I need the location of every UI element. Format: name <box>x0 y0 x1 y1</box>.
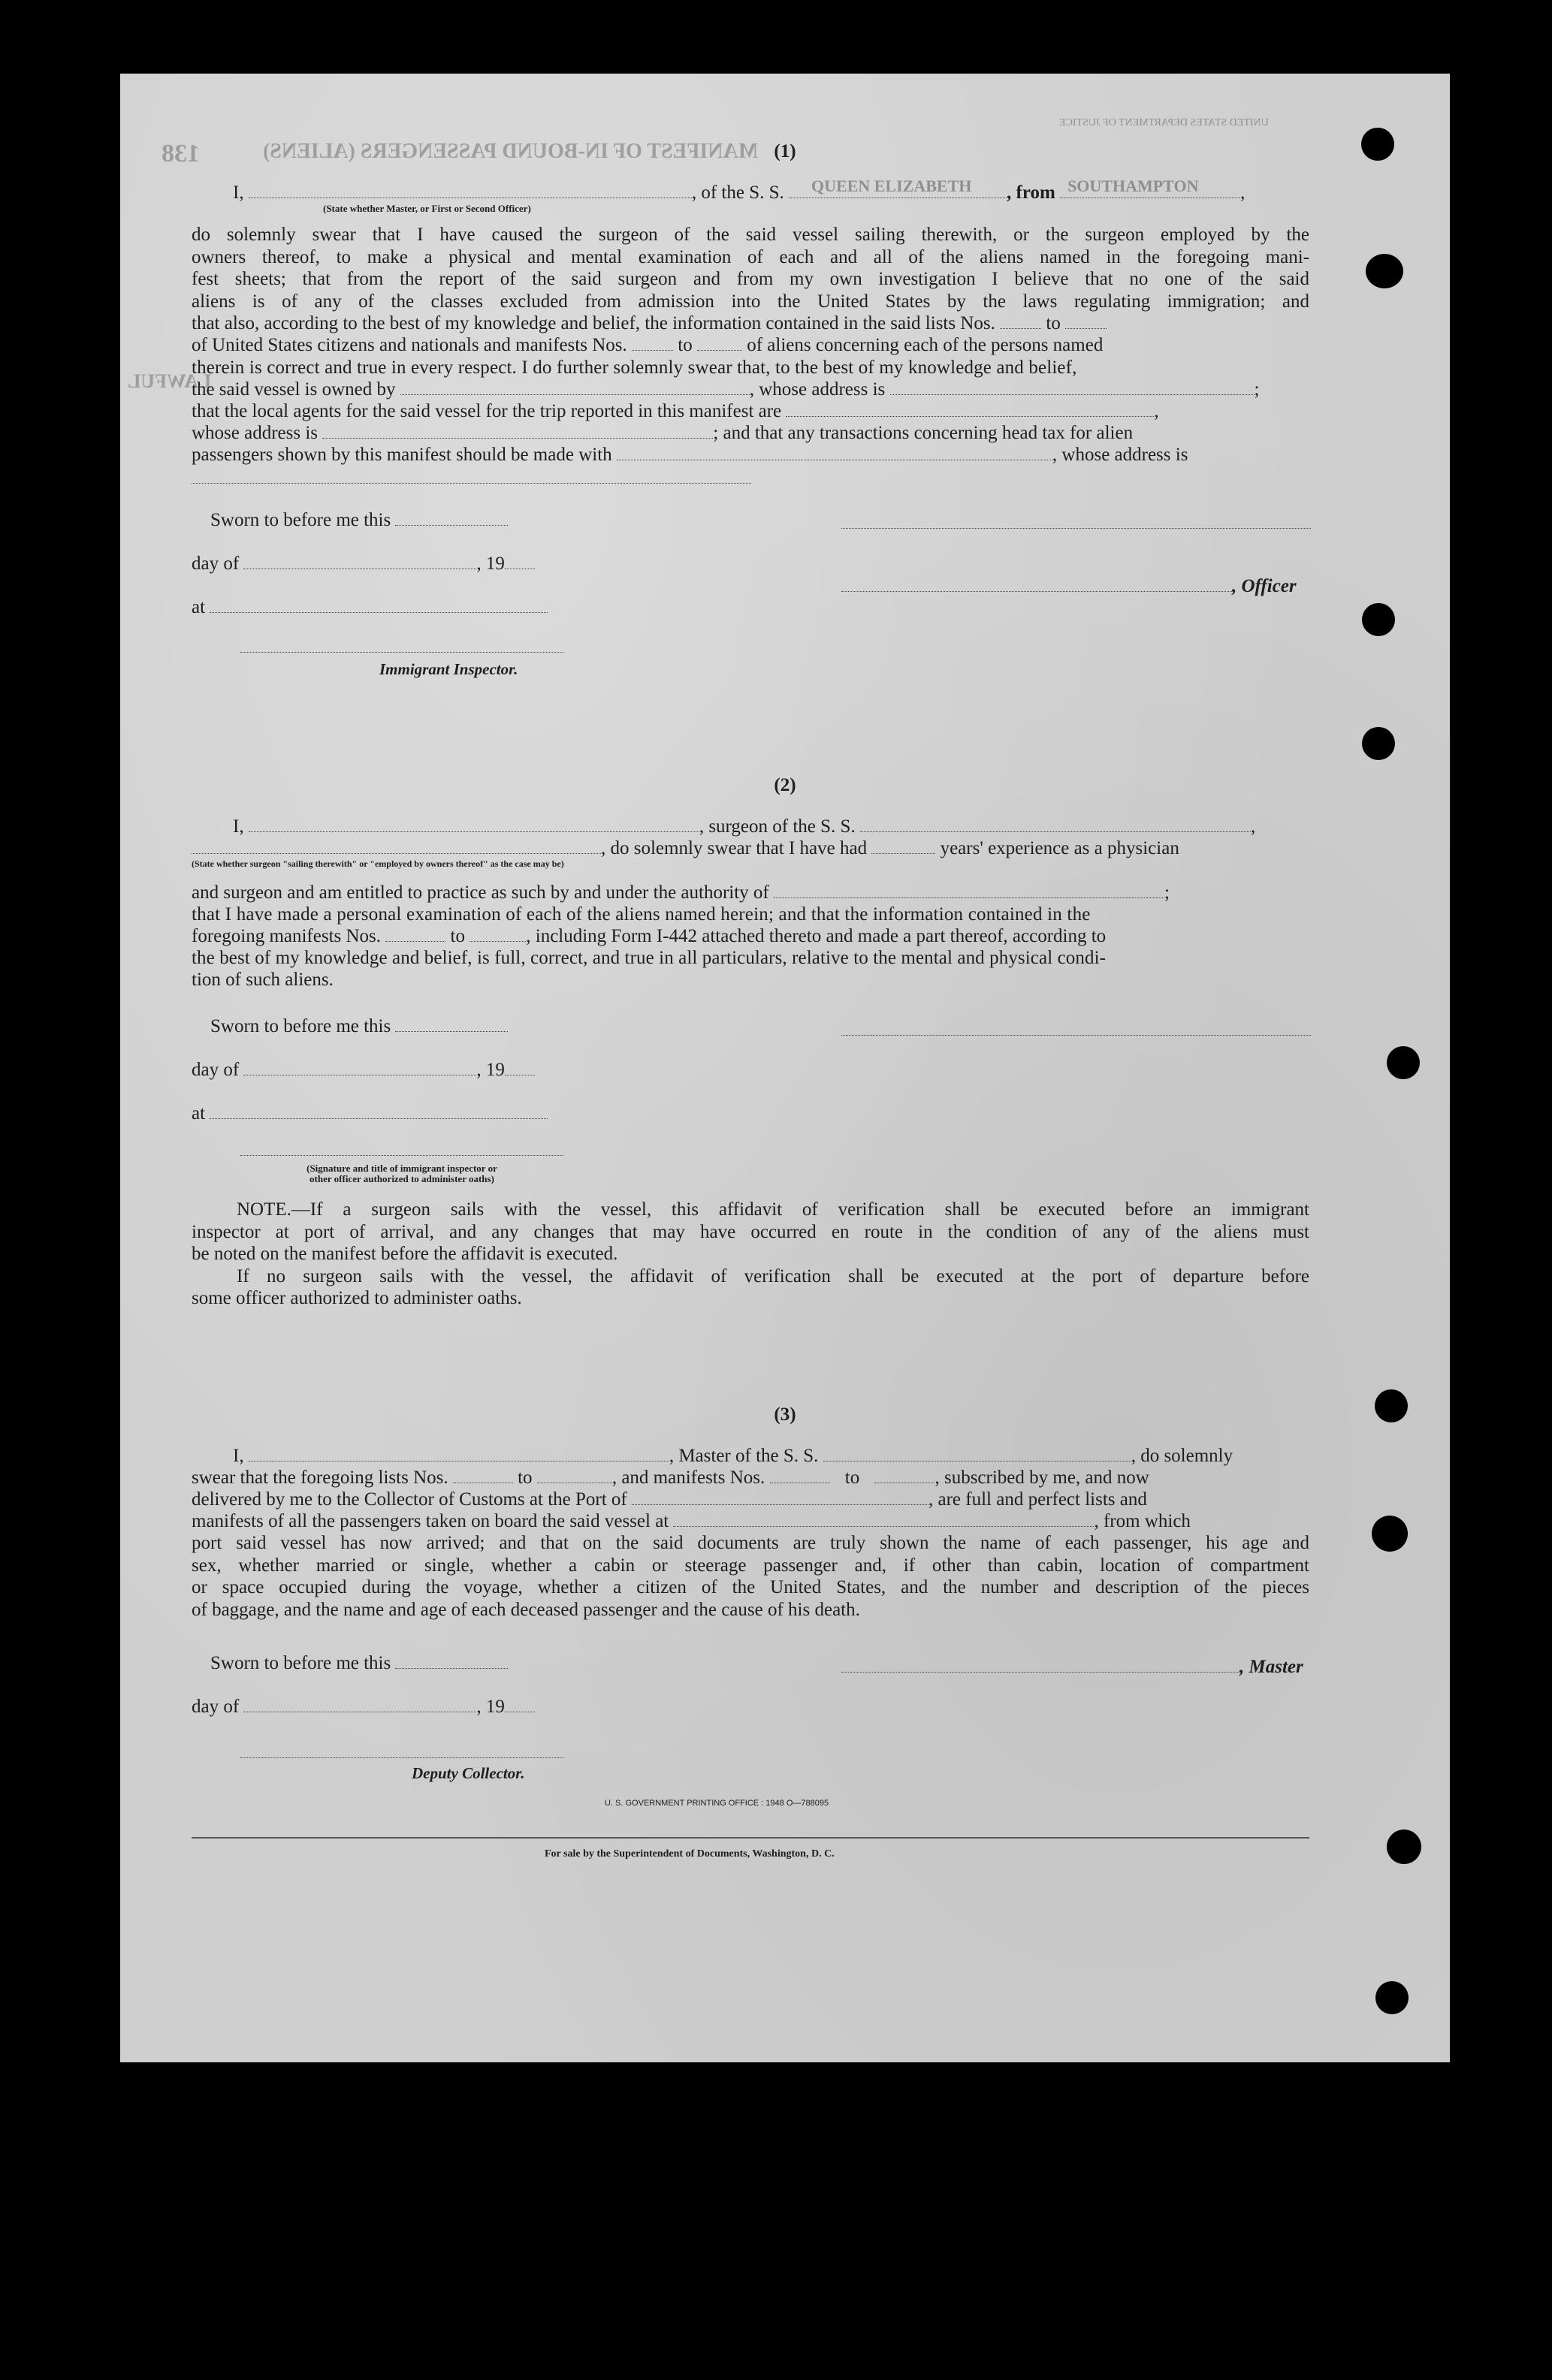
s2-form-i442: , including Form I-442 attached thereto and made a part thereof, according to <box>526 926 1107 946</box>
s2-line1 <box>233 816 1255 838</box>
s3-deputy-signature-line[interactable] <box>240 1757 563 1758</box>
footer-gpo: U. S. GOVERNMENT PRINTING OFFICE : 1948 O—788095 <box>605 1799 829 1808</box>
s2-exam-line: that I have made a personal examination of each of the aliens named herein; and that the information contained in the <box>192 904 1091 925</box>
s2-line2 <box>192 837 1179 860</box>
s1-headtax-party-blank[interactable] <box>617 445 1052 460</box>
s1-lists-to-blank[interactable] <box>1065 313 1107 329</box>
s3-year-text: , 19 <box>476 1697 505 1717</box>
s2-authority-semicolon: ; <box>1164 882 1170 903</box>
s2-sworn-text: Sworn to before me this <box>210 1016 391 1036</box>
s1-manifests-to: to <box>678 335 693 355</box>
s3-from-which-text: , from which <box>1094 1511 1191 1531</box>
s1-agents-address-blank[interactable] <box>322 423 713 439</box>
s2-dayof-text: day of <box>192 1060 240 1080</box>
s2-authority-line <box>192 882 1170 904</box>
s2-month-blank[interactable] <box>243 1060 476 1075</box>
s1-manifests-to-blank[interactable] <box>697 335 742 351</box>
bleed-header-left: 138 <box>162 140 200 167</box>
punch-hole <box>1375 1981 1409 2014</box>
s3-manifests-from-blank[interactable] <box>770 1468 830 1483</box>
s3-master-name-blank[interactable] <box>249 1446 669 1461</box>
s2-note2-line: some officer authorized to administer oaths. <box>192 1288 522 1309</box>
s3-sworn <box>210 1652 508 1675</box>
s1-from-label: , from <box>1007 182 1055 203</box>
s1-year-text: , 19 <box>476 554 505 574</box>
s1-sworn <box>210 509 508 532</box>
s2-at <box>192 1103 548 1125</box>
s1-at-text: at <box>192 597 206 617</box>
s3-manifests-to: to <box>844 1468 860 1488</box>
s1-lists-to: to <box>1046 313 1061 333</box>
s3-sworn-text: Sworn to before me this <box>210 1653 391 1673</box>
s3-taken-on-board-text: manifests of all the passengers taken on board the said vessel at <box>192 1511 669 1531</box>
s2-year-blank[interactable] <box>505 1060 535 1075</box>
s1-lists-text: that also, according to the best of my knowledge and belief, the information contained in the said lists Nos. <box>192 313 995 333</box>
s2-authority-text: and surgeon and am entitled to practice as such by and under the authority of <box>192 882 769 903</box>
s3-manifests-to-blank[interactable] <box>874 1468 935 1483</box>
s1-line1-comma: , <box>1240 182 1246 203</box>
s3-lists-text: swear that the foregoing lists Nos. <box>192 1468 448 1488</box>
s1-owned-text: the said vessel is owned by <box>192 379 396 400</box>
s1-owner-blank[interactable] <box>400 379 750 395</box>
s2-surgeon-name-blank[interactable] <box>249 816 699 832</box>
s1-whose-text: whose address is <box>192 423 319 443</box>
s2-form-text: foregoing manifests Nos. <box>192 926 382 946</box>
s1-para-line: fest sheets; that from the report of the said surgeon and from my own investigation I believe that no one of the said <box>192 269 1309 290</box>
s3-embark-port-blank[interactable] <box>673 1511 1094 1527</box>
punch-hole <box>1366 254 1403 288</box>
s3-year-blank[interactable] <box>505 1697 535 1712</box>
s1-sworn-text: Sworn to before me this <box>210 510 391 530</box>
s2-form-to: to <box>450 926 465 946</box>
s3-manifests-line <box>192 1510 1191 1533</box>
s2-surgeon-label: , surgeon of the S. S. <box>699 816 856 837</box>
s1-passengers-line <box>192 444 1188 466</box>
s1-officer <box>841 575 1297 598</box>
footer-sale: For sale by the Superintendent of Documents, Washington, D. C. <box>545 1848 835 1860</box>
s1-para-line: aliens is of any of the classes excluded from admission into the United States by the laws regulating immigration; and <box>192 291 1309 312</box>
s1-officer-label: , Officer <box>1232 576 1297 596</box>
manifest-form-page <box>120 74 1450 2062</box>
s3-lists-from-blank[interactable] <box>453 1468 513 1483</box>
punch-hole <box>1375 1389 1408 1422</box>
s1-sworn-day-blank[interactable] <box>395 510 508 526</box>
section-1-line1 <box>233 176 1246 204</box>
s3-body <box>192 1532 1309 1621</box>
s1-headtax-address-label: , whose address is <box>1052 445 1188 465</box>
s3-month-blank[interactable] <box>243 1697 476 1712</box>
section-3-number: (3) <box>774 1404 796 1425</box>
section-2-number: (2) <box>774 775 796 795</box>
s2-status-blank[interactable] <box>192 838 601 854</box>
s2-manifest-from-blank[interactable] <box>385 926 445 942</box>
s1-dayof <box>192 553 535 575</box>
s2-sig-caption-1: (Signature and title of immigrant inspector or <box>306 1163 497 1174</box>
s3-do-solemnly: , do solemnly <box>1131 1446 1233 1466</box>
s1-rank-blank[interactable] <box>249 182 692 198</box>
s3-manifests-text: , and manifests Nos. <box>611 1468 765 1488</box>
s1-lists-line <box>192 312 1107 335</box>
s1-officer-signature-line-1[interactable] <box>841 528 1311 529</box>
s2-swear-text: , do solemnly swear that I have had <box>601 838 868 858</box>
s1-place-blank[interactable] <box>210 597 548 613</box>
s1-manifests-line <box>192 334 1103 357</box>
s3-master-signature-blank[interactable] <box>841 1657 1239 1673</box>
s2-status-caption: (State whether surgeon "sailing therewith" or "employed by owners thereof" as the case may be) <box>192 858 564 869</box>
s1-manifests-from-blank[interactable] <box>632 335 673 351</box>
s1-para-line: do solemnly swear that I have caused the surgeon of the said vessel sailing therewith, or the surgeon employed by the <box>192 225 1309 245</box>
s3-body-line: or space occupied during the voyage, whether a citizen of the United States, and the number and description of the pieces <box>192 1577 1309 1598</box>
bleed-header-mid: UNITED STATES DEPARTMENT OF JUSTICE <box>1059 117 1269 128</box>
punch-hole <box>1361 128 1394 161</box>
s1-paragraph <box>192 224 1309 312</box>
s1-rank-caption: (State whether Master, or First or Second Officer) <box>323 203 531 214</box>
s2-such-line: tion of such aliens. <box>192 970 334 990</box>
punch-hole <box>1362 603 1395 636</box>
s3-master-label: , Master of the S. S. <box>669 1446 819 1466</box>
s1-vessel-blank[interactable] <box>789 176 1007 198</box>
s2-years-text: years' experience as a physician <box>940 838 1179 858</box>
s1-headtax-address-blank[interactable] <box>192 483 751 484</box>
s3-sworn-day-blank[interactable] <box>395 1653 508 1669</box>
s2-i-label: I, <box>233 816 244 837</box>
s2-note-line: inspector at port of arrival, and any changes that may have occurred en route in the condition of any of the aliens must <box>192 1221 1309 1242</box>
bleed-left-margin: LAWFUL <box>128 370 212 392</box>
s3-port-blank[interactable] <box>632 1489 928 1505</box>
punch-hole <box>1387 1046 1420 1079</box>
bleed-header-title: MANIFEST OF IN-BOUND PASSENGERS (ALIENS) <box>263 140 759 163</box>
s3-delivered-line <box>192 1489 1147 1511</box>
s2-note-line: be noted on the manifest before the affidavit is executed. <box>192 1244 618 1265</box>
s1-agents-blank[interactable] <box>786 401 1154 417</box>
s3-subscribed-text: , subscribed by me, and now <box>935 1468 1149 1488</box>
s1-owner-address-label: , whose address is <box>749 379 886 400</box>
s1-month-blank[interactable] <box>243 554 476 569</box>
s2-authority-blank[interactable] <box>774 882 1164 898</box>
s3-body-line: of baggage, and the name and age of each deceased passenger and the cause of his death. <box>192 1599 860 1620</box>
s1-further-line: therein is correct and true in every respect. I do further solemnly swear that, to the best of my knowledge and belief, <box>192 357 1077 378</box>
s1-para-line: owners thereof, to make a physical and mental examination of each and all of the aliens named in the foregoing mani- <box>192 246 1309 267</box>
s3-perfect-lists-text: , are full and perfect lists and <box>928 1489 1147 1510</box>
s2-manifest-to-blank[interactable] <box>470 926 526 942</box>
s1-agents-line <box>192 400 1159 423</box>
s2-at-text: at <box>192 1103 206 1124</box>
s3-vessel-blank[interactable] <box>823 1446 1131 1461</box>
s1-agents-text: that the local agents for the said vessel for the trip reported in this manifest are <box>192 401 782 421</box>
s1-dayof-text: day of <box>192 554 240 574</box>
s3-master-sig-label: , Master <box>1239 1657 1303 1677</box>
s2-sworn-day-blank[interactable] <box>395 1016 508 1032</box>
s3-deputy-label: Deputy Collector. <box>412 1764 525 1782</box>
s2-year-text: , 19 <box>476 1060 505 1080</box>
s3-delivered-text: delivered by me to the Collector of Customs at the Port of <box>192 1489 627 1510</box>
s1-headtax-text: ; and that any transactions concerning head tax for alien <box>713 423 1134 443</box>
s1-i-label: I, <box>233 182 244 203</box>
s2-sworn <box>210 1015 508 1038</box>
punch-hole <box>1362 727 1395 760</box>
section-1-number: (1) <box>774 141 796 161</box>
s1-passengers-text: passengers shown by this manifest should be made with <box>192 445 612 465</box>
s1-inspector-signature-line[interactable] <box>240 652 563 653</box>
punch-hole <box>1387 1829 1421 1864</box>
s2-surgeon-signature-line[interactable] <box>841 1035 1311 1036</box>
s2-sig-caption-2: other officer authorized to administer oaths) <box>309 1173 494 1184</box>
s3-lists-line <box>192 1467 1149 1489</box>
s3-dayof <box>192 1696 535 1718</box>
s3-body-line: sex, whether married or single, whether a cabin or steerage passenger and, if other than cabin, location of compartment <box>192 1555 1309 1576</box>
s3-lists-to: to <box>518 1468 533 1488</box>
s1-owner-address-blank[interactable] <box>890 379 1255 395</box>
s3-line1 <box>233 1445 1233 1468</box>
s1-of-ss-label: , of the S. S. <box>691 182 784 203</box>
s2-form-line <box>192 925 1106 948</box>
s1-manifests-text: of United States citizens and nationals and manifests Nos. <box>192 335 627 355</box>
s1-year-blank[interactable] <box>505 554 535 569</box>
s3-dayof-text: day of <box>192 1697 240 1717</box>
s2-inspector-signature-line[interactable] <box>240 1155 563 1156</box>
s1-owned-line <box>192 379 1259 401</box>
s1-owned-semicolon: ; <box>1254 379 1260 400</box>
s2-note-line: NOTE.—If a surgeon sails with the vessel, this affidavit of verification shall be executed before an immigrant <box>237 1199 1309 1220</box>
s2-place-blank[interactable] <box>210 1103 548 1119</box>
s2-vessel-blank[interactable] <box>860 816 1251 832</box>
s3-i-label: I, <box>233 1446 244 1466</box>
s1-lists-from-blank[interactable] <box>1000 313 1041 329</box>
punch-hole <box>1372 1516 1408 1552</box>
s1-whose-line <box>192 422 1133 445</box>
s1-officer-signature-blank[interactable] <box>841 576 1232 592</box>
s3-body-line: port said vessel has now arrived; and that on the said documents are truly shown the name of each passenger, his age and <box>192 1533 1309 1553</box>
s1-vessel-handwriting: QUEEN ELIZABETH <box>811 176 972 195</box>
s1-manifests-tail: of aliens concerning each of the persons named <box>747 335 1104 355</box>
s2-note2-line: If no surgeon sails with the vessel, the affidavit of verification shall be executed at the port of departure before <box>237 1265 1309 1287</box>
s2-years-blank[interactable] <box>871 838 935 854</box>
s1-at <box>192 596 548 619</box>
s1-agents-comma: , <box>1154 401 1159 421</box>
s2-dayof <box>192 1059 535 1081</box>
s1-from-blank[interactable] <box>1060 176 1240 198</box>
s1-inspector-label: Immigrant Inspector. <box>379 660 518 678</box>
s2-note <box>192 1199 1309 1310</box>
s3-lists-to-blank[interactable] <box>537 1468 612 1483</box>
s2-best-line: the best of my knowledge and belief, is full, correct, and true in all particulars, relative to the mental and physical condi- <box>192 948 1107 968</box>
s2-line1-comma: , <box>1250 816 1256 837</box>
s3-master-sig <box>841 1656 1303 1679</box>
footer-rule <box>192 1837 1309 1839</box>
s1-from-handwriting: SOUTHAMPTON <box>1067 176 1199 195</box>
